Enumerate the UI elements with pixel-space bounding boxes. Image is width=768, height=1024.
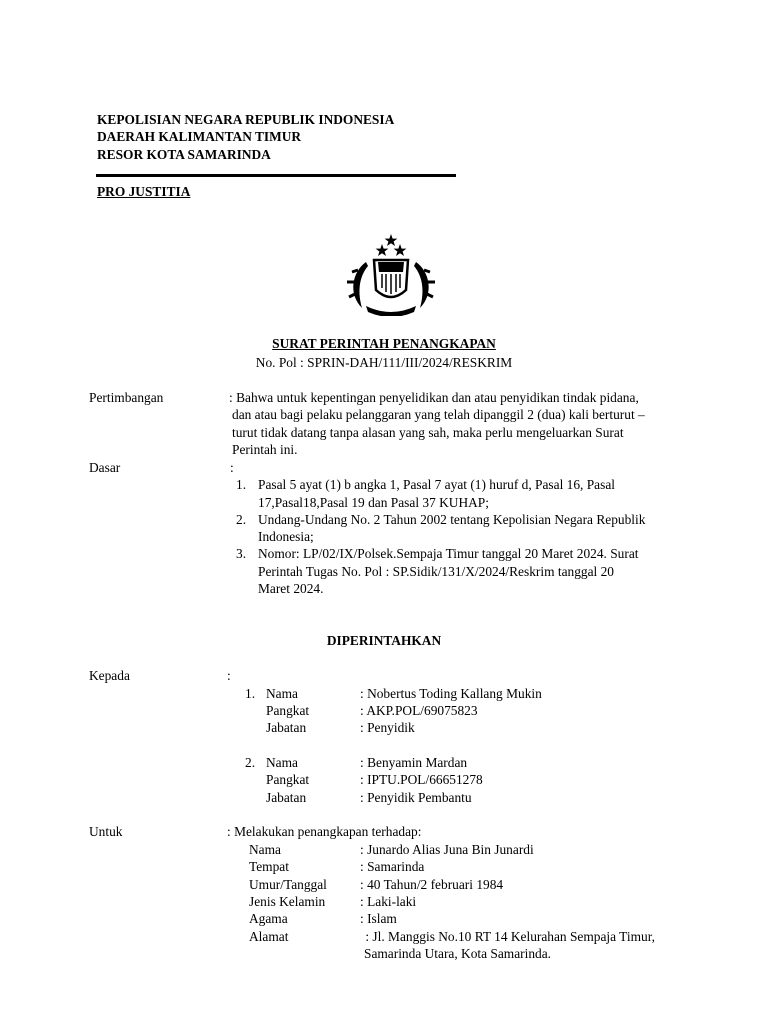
- person-1-nama-label: Nama: [266, 686, 298, 701]
- target-tempat-label: Tempat: [249, 859, 289, 874]
- dasar-item-3-line-1: Nomor: LP/02/IX/Polsek.Sempaja Timur tanggal 20 Maret 2024. Surat: [258, 546, 639, 561]
- star-icon: [394, 244, 407, 256]
- person-1-number: 1.: [245, 686, 256, 701]
- dasar-item-1-number: 1.: [236, 477, 247, 492]
- person-2-jabatan-label: Jabatan: [266, 790, 307, 805]
- kepada-colon: :: [227, 668, 231, 683]
- untuk-intro: : Melakukan penangkapan terhadap:: [227, 824, 422, 839]
- person-1-pangkat-label: Pangkat: [266, 703, 310, 718]
- target-jenis-kelamin-label: Jenis Kelamin: [249, 894, 326, 909]
- dasar-item-3-number: 3.: [236, 546, 247, 561]
- dasar-item-1-line-2: 17,Pasal18,Pasal 19 dan Pasal 37 KUHAP;: [258, 495, 489, 510]
- target-agama-label: Agama: [249, 911, 288, 926]
- target-alamat-continued: Samarinda Utara, Kota Samarinda.: [364, 946, 552, 961]
- document-number: No. Pol : SPRIN-DAH/111/III/2024/RESKRIM: [255, 355, 513, 370]
- pertimbangan-line-1: : Bahwa untuk kepentingan penyelidikan dan atau penyidikan tindak pidana,: [229, 390, 639, 405]
- target-alamat-value: : Jl. Manggis No.10 RT 14 Kelurahan Sempaja Timur,: [362, 929, 655, 944]
- target-tempat-value: : Samarinda: [360, 859, 425, 874]
- police-emblem-logo: [344, 232, 438, 316]
- target-nama-label: Nama: [249, 842, 281, 857]
- pro-justitia-label: PRO JUSTITIA: [97, 184, 191, 199]
- dasar-item-1-line-1: Pasal 5 ayat (1) b angka 1, Pasal 7 ayat (1) huruf d, Pasal 16, Pasal: [258, 477, 615, 492]
- pertimbangan-line-3: turut tidak datang tanpa alasan yang sah, maka perlu mengeluarkan Surat: [232, 425, 624, 440]
- untuk-label: Untuk: [89, 824, 123, 839]
- star-icon: [376, 244, 389, 256]
- dasar-item-2-line-1: Undang-Undang No. 2 Tahun 2002 tentang Kepolisian Negara Republik: [258, 512, 646, 527]
- kepada-label: Kepada: [89, 668, 130, 683]
- target-umur-label: Umur/Tanggal: [249, 877, 327, 892]
- target-alamat-label: Alamat: [249, 929, 289, 944]
- person-2-nama-label: Nama: [266, 755, 298, 770]
- pertimbangan-line-4: Perintah ini.: [232, 442, 298, 457]
- header-line-3: RESOR KOTA SAMARINDA: [97, 147, 271, 162]
- dasar-item-2-number: 2.: [236, 512, 247, 527]
- header-line-2: DAERAH KALIMANTAN TIMUR: [97, 129, 302, 144]
- person-1-jabatan-label: Jabatan: [266, 720, 307, 735]
- dasar-item-2-line-2: Indonesia;: [258, 529, 314, 544]
- target-jenis-kelamin-value: : Laki-laki: [360, 894, 417, 909]
- person-1-jabatan-value: : Penyidik: [360, 720, 415, 735]
- dasar-item-3-line-2: Perintah Tugas No. Pol : SP.Sidik/131/X/2024/Reskrim tanggal 20: [258, 564, 615, 579]
- pertimbangan-line-2: dan atau bagi pelaku pelanggaran yang telah dipanggil 2 (dua) kali berturut –: [232, 407, 645, 422]
- person-2-number: 2.: [245, 755, 256, 770]
- person-1-pangkat-value: : AKP.POL/69075823: [360, 703, 478, 718]
- document-title: SURAT PERINTAH PENANGKAPAN: [272, 336, 496, 351]
- person-1-nama-value: : Nobertus Toding Kallang Mukin: [360, 686, 542, 701]
- dasar-item-3-line-3: Maret 2024.: [258, 581, 324, 596]
- target-umur-value: : 40 Tahun/2 februari 1984: [360, 877, 504, 892]
- person-2-jabatan-value: : Penyidik Pembantu: [360, 790, 472, 805]
- header-line-1: KEPOLISIAN NEGARA REPUBLIK INDONESIA: [97, 112, 395, 127]
- dasar-label: Dasar: [89, 460, 121, 475]
- person-2-nama-value: : Benyamin Mardan: [360, 755, 468, 770]
- star-icon: [385, 234, 398, 246]
- header-divider: [96, 174, 456, 177]
- target-nama-value: : Junardo Alias Juna Bin Junardi: [360, 842, 534, 857]
- diperintahkan-heading: DIPERINTAHKAN: [326, 633, 442, 648]
- person-2-pangkat-value: : IPTU.POL/66651278: [360, 772, 483, 787]
- target-agama-value: : Islam: [360, 911, 397, 926]
- pertimbangan-label: Pertimbangan: [89, 390, 164, 405]
- dasar-colon: :: [230, 460, 234, 475]
- person-2-pangkat-label: Pangkat: [266, 772, 310, 787]
